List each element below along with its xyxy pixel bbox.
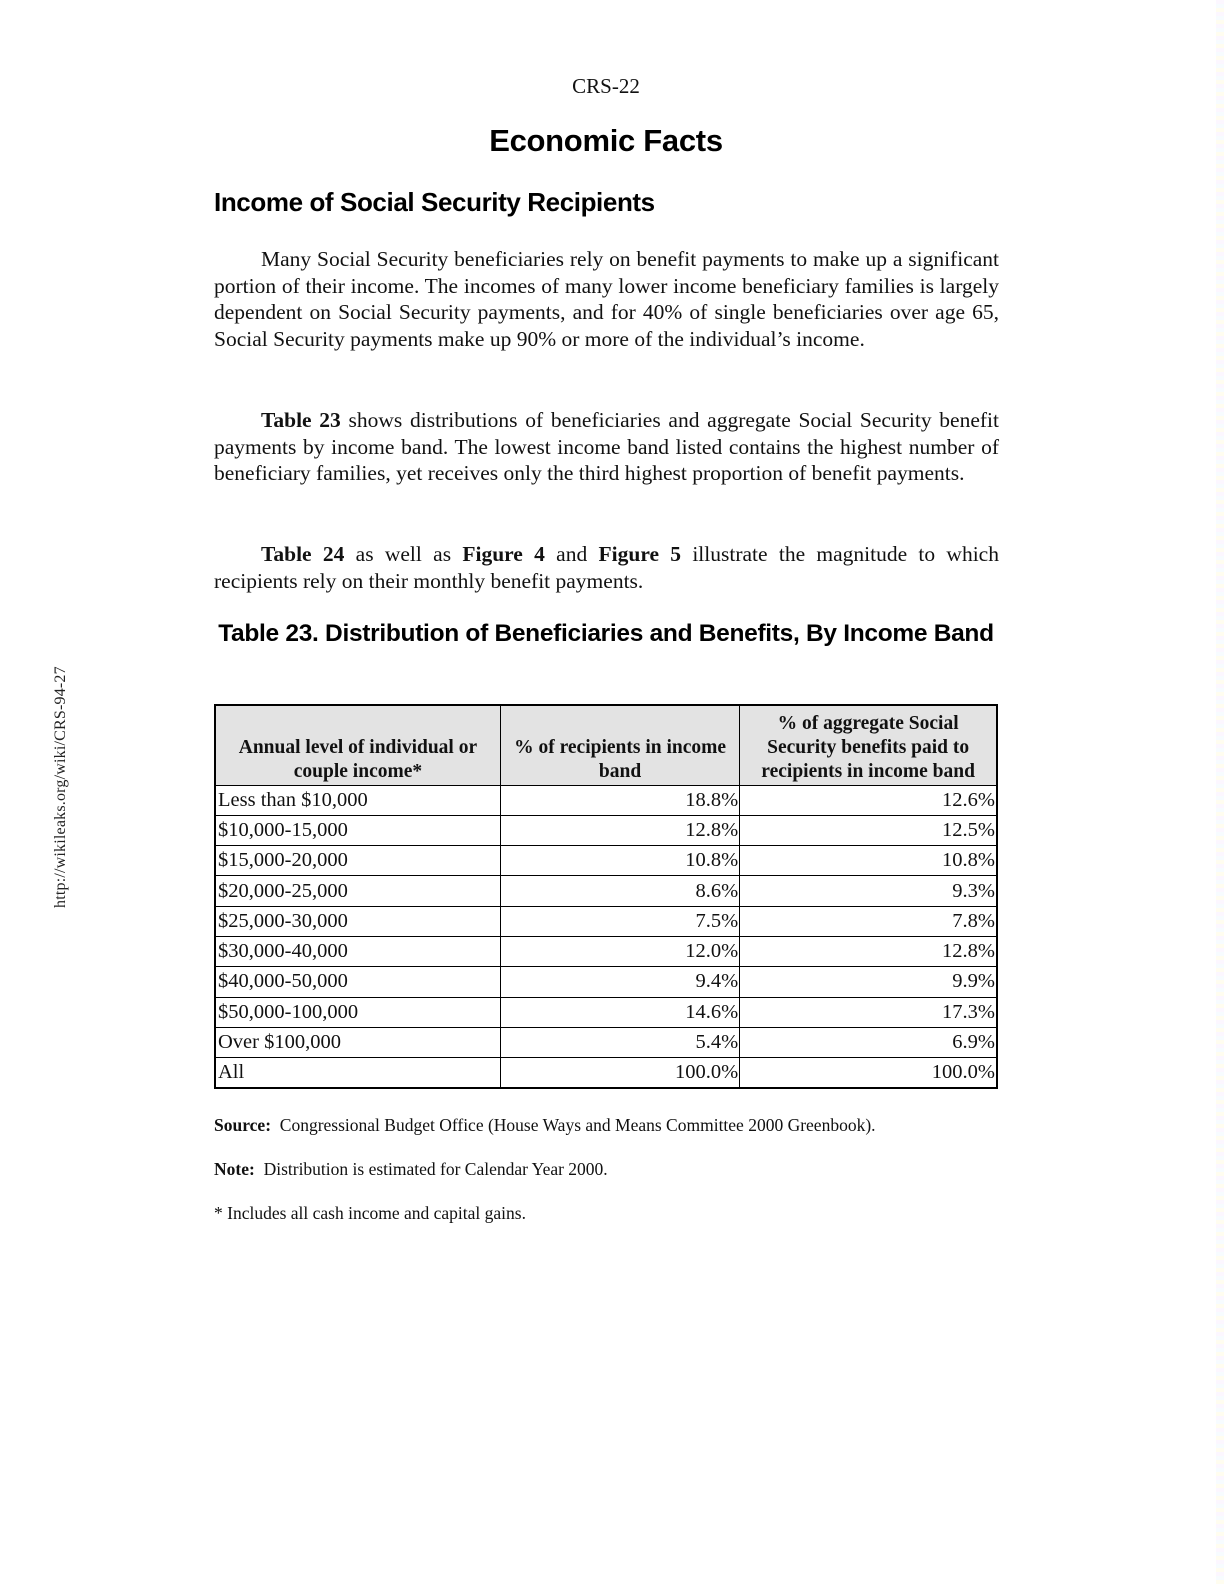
cell-pct-benefits: 10.8% (740, 846, 997, 876)
source-label: Source: (214, 1115, 272, 1135)
cell-income-band: $20,000-25,000 (215, 876, 500, 906)
table-row (215, 785, 997, 815)
cell-pct-recipients: 8.6% (500, 876, 739, 906)
paragraph-1-text: Many Social Security beneficiaries rely on benefit payments to make up a significant portion of their income. The incomes of many lower income beneficiary families is largely dependent on Social Security payments, and for 40% of single beneficiaries over age 65, Social Security payments make up 90% or more of the individual’s income. (214, 247, 999, 351)
cell-pct-recipients: 12.0% (500, 936, 739, 966)
cell-pct-recipients: 100.0% (500, 1058, 739, 1088)
figure-5-reference: Figure 5 (598, 542, 682, 566)
paragraph-2-text: shows distributions of beneficiaries and aggregate Social Security benefit payments by income band. The lowest income band listed contains the highest number of beneficiary families, yet receives only the third highest proportion of benefit payments. (214, 408, 999, 485)
paragraph-3-text-c: illustrate the magnitude to which recipients rely on their monthly benefit payments. (214, 542, 999, 593)
paragraph-3-text-b: and (544, 542, 599, 566)
cell-pct-benefits: 6.9% (740, 1027, 997, 1057)
table-header-row (215, 705, 997, 785)
table-row (215, 1027, 997, 1057)
header-income-level: Annual level of individual or couple income* (215, 705, 500, 785)
cell-pct-recipients: 5.4% (500, 1027, 739, 1057)
side-watermark-url: http://wikileaks.org/wiki/CRS-94-27 (52, 666, 69, 908)
header-pct-recipients: % of recipients in income band (500, 705, 739, 785)
cell-income-band: Less than $10,000 (215, 785, 500, 815)
cell-income-band: $50,000-100,000 (215, 997, 500, 1027)
note-text: Distribution is estimated for Calendar Year 2000. (254, 1159, 608, 1179)
distribution-table (214, 704, 998, 1089)
cell-income-band: Over $100,000 (215, 1027, 500, 1057)
page-number: CRS-22 (572, 74, 640, 98)
source-text: Congressional Budget Office (House Ways and Means Committee 2000 Greenbook). (271, 1115, 876, 1135)
cell-pct-recipients: 9.4% (500, 967, 739, 997)
table-24-reference: Table 24 (261, 542, 345, 566)
table-row (215, 876, 997, 906)
table-row-total (215, 1058, 997, 1088)
table-row (215, 815, 997, 845)
cell-pct-benefits: 100.0% (740, 1058, 997, 1088)
cell-pct-benefits: 9.3% (740, 876, 997, 906)
note-label: Note: (214, 1159, 255, 1179)
cell-pct-recipients: 12.8% (500, 815, 739, 845)
cell-pct-benefits: 12.5% (740, 815, 997, 845)
paragraph-3-text-a: as well as (344, 542, 463, 566)
table-title: Table 23. Distribution of Beneficiaries and Benefits, By Income Band (218, 620, 994, 647)
cell-pct-benefits: 12.6% (740, 785, 997, 815)
figure-4-reference: Figure 4 (462, 542, 545, 566)
scan-edge-artifact (1216, 0, 1224, 1584)
note-footnote (214, 1159, 608, 1180)
section-title: Income of Social Security Recipients (214, 187, 655, 217)
table-row (215, 906, 997, 936)
cell-pct-benefits: 12.8% (740, 936, 997, 966)
header-pct-benefits: % of aggregate Social Security benefits paid to recipients in income band (740, 705, 997, 785)
cell-pct-recipients: 18.8% (500, 785, 739, 815)
source-footnote (214, 1115, 876, 1136)
cell-income-band: $40,000-50,000 (215, 967, 500, 997)
table-row (215, 997, 997, 1027)
chapter-title: Economic Facts (489, 123, 723, 158)
cell-income-band: $10,000-15,000 (215, 815, 500, 845)
paragraph-1 (214, 246, 999, 352)
table-23-reference: Table 23 (261, 408, 341, 432)
cell-pct-recipients: 14.6% (500, 997, 739, 1027)
cell-income-band: $30,000-40,000 (215, 936, 500, 966)
asterisk-footnote: * Includes all cash income and capital gains. (214, 1203, 526, 1223)
cell-income-band: All (215, 1058, 500, 1088)
table-row (215, 846, 997, 876)
cell-income-band: $15,000-20,000 (215, 846, 500, 876)
cell-pct-benefits: 17.3% (740, 997, 997, 1027)
cell-income-band: $25,000-30,000 (215, 906, 500, 936)
table-row (215, 936, 997, 966)
cell-pct-benefits: 7.8% (740, 906, 997, 936)
cell-pct-benefits: 9.9% (740, 967, 997, 997)
paragraph-3 (214, 541, 999, 594)
cell-pct-recipients: 10.8% (500, 846, 739, 876)
table-row (215, 967, 997, 997)
cell-pct-recipients: 7.5% (500, 906, 739, 936)
paragraph-2 (214, 407, 999, 487)
